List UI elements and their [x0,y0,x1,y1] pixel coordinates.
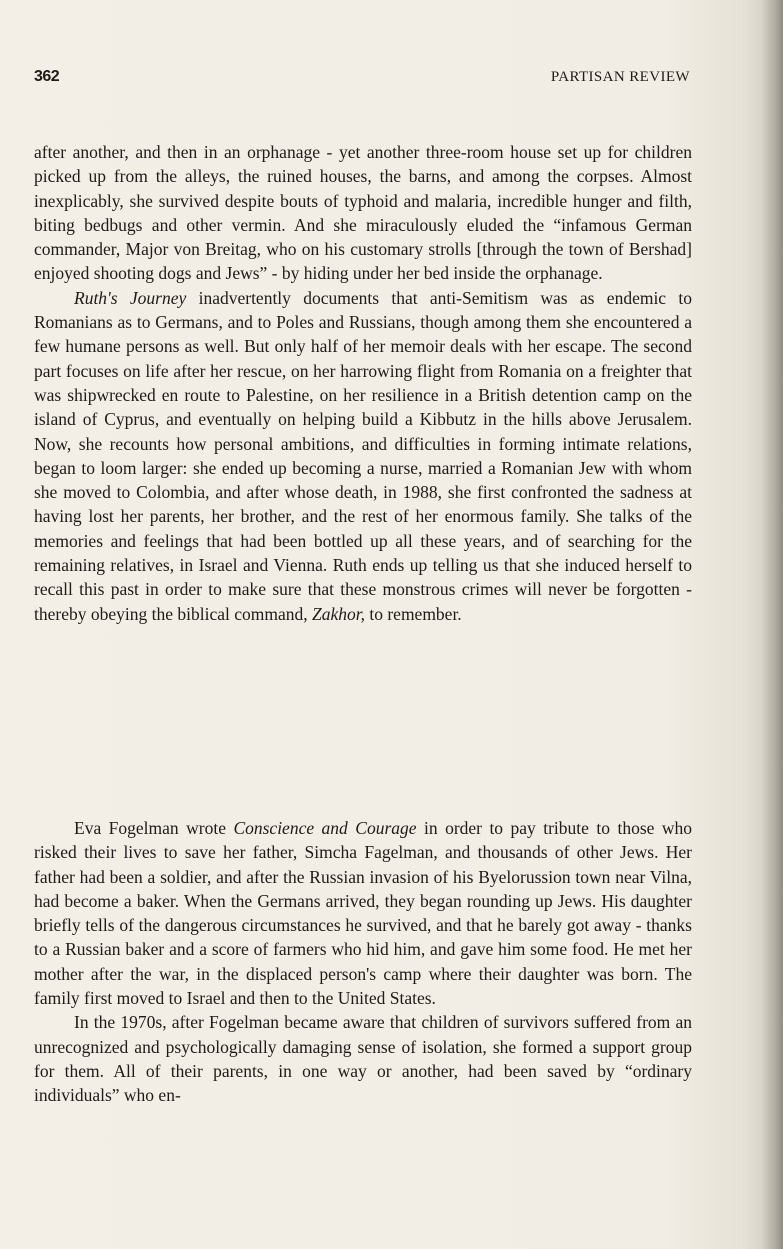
text-block-ruths-journey [34,140,692,626]
paragraph-text: in order to pay tribute to those who risked their lives to save her father, Simcha Fagelman, and thousands of other Jews. Her father had been a soldier, and after the Russian invasion of his Byelorussion town near Vilna, had become a baker. When the Germans arrived, they began rounding up Jews. His daughter briefly tells of the dangerous circumstances he survived, and that he barely got away - thanks to a Russian baker and a score of farmers who hid him, and gave him some food. He met her mother after the war, in the displaced person's camp where their daughter was born. The family first moved to Israel and then to the United States. [34,818,692,1009]
paragraph [34,286,692,626]
paragraph-text: inadvertently documents that anti-Semitism was as endemic to Romanians as to Germans, and to Poles and Russians, though among them she encountered a few humane persons as well. But only half of her memoir deals with her escape. The second part focuses on life after her rescue, on her harrowing flight from Romania on a freighter that was shipwrecked en route to Palestine, on her resilience in a British detention camp on the island of Cyprus, and eventually on helping build a Kibbutz in the hills above Jerusalem. Now, she recounts how personal ambitions, and difficulties in forming intimate relations, began to loom larger: she ended up becoming a nurse, married a Romanian Jew with whom she moved to Colombia, and after whose death, in 1988, she first confronted the sadness at having lost her parents, her brother, and the rest of her enormous family. She talks of the memories and feelings that had been bottled up all these years, and of searching for the remaining relatives, in Israel and Vienna. Ruth ends up telling us that she induced herself to recall this past in order to make sure that these monstrous crimes will never be forgotten - thereby obeying the biblical command, [34,287,692,624]
page-edge-shadow [761,0,783,1249]
paragraph-text: Eva Fogelman wrote [74,818,234,838]
paragraph: In the 1970s, after Fogelman became aware that children of survivors suffered from an unrecognized and psychologically damaging sense of isolation, she formed a support group for them. All of their parents, in one way or another, had been saved by “ordinary individuals” who en- [34,1012,692,1106]
page-header [34,64,690,90]
book-title: Ruth's Journey [74,287,187,308]
paragraph: after another, and then in an orphanage - yet another three-room house set up for children picked up from the alleys, the ruined houses, the barns, and among the corpses. Almost inexplicably, she survived despite bouts of typhoid and malaria, incredible hunger and filth, biting bedbugs and other vermin. And she miraculously eluded the “infamous German commander, Major von Breitag, who on his customary strolls [through the town of Bershad] enjoyed shooting dogs and Jews” - by hiding under her bed inside the orphanage. [34,142,692,284]
page-number: 362 [34,68,60,85]
hebrew-term: Zakhor, [311,603,365,624]
text-block-conscience-and-courage [34,816,692,1108]
book-title: Conscience and Courage [233,818,417,838]
paragraph-text: to remember. [364,603,462,624]
paragraph [34,816,692,1010]
running-head: PARTISAN REVIEW [550,69,690,85]
